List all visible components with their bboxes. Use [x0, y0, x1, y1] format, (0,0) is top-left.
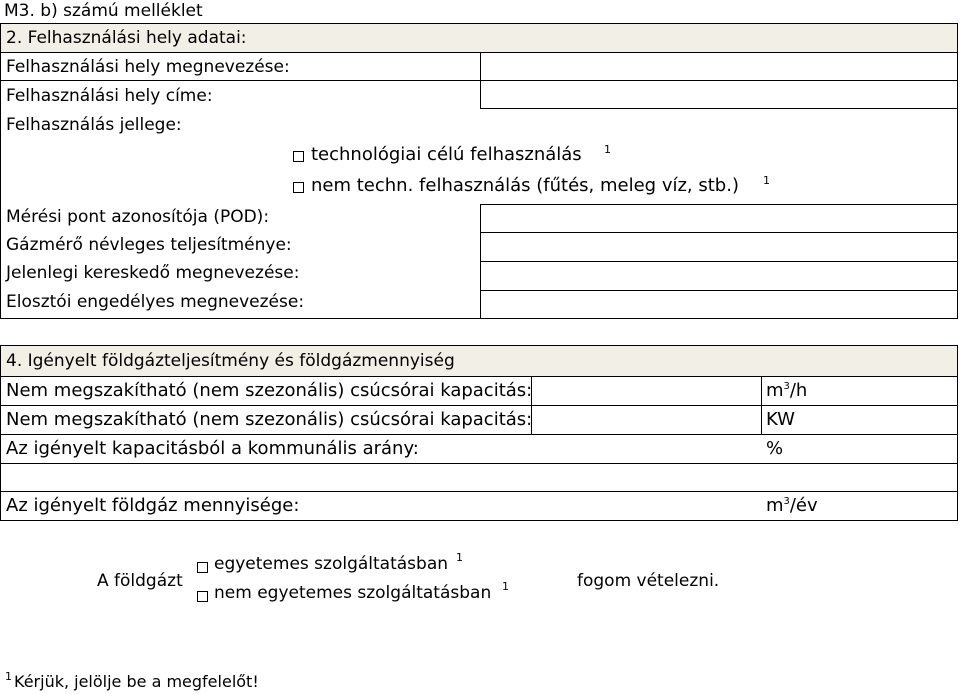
name-input[interactable] [480, 52, 958, 81]
footnote-ref: 1 [502, 580, 509, 593]
meter-capacity-input[interactable] [481, 233, 957, 261]
checkbox-universal-service[interactable] [197, 562, 208, 573]
footnote-mark: 1 [5, 670, 12, 683]
meter-capacity-label: Gázmérő névleges teljesítménye: [6, 235, 292, 255]
capacity-row-label: Nem megszakítható (nem szezonális) csúcsórai kapacitás: [6, 409, 533, 430]
option-universal-label: egyetemes szolgáltatásban [214, 554, 449, 574]
communal-ratio-input[interactable] [480, 435, 761, 463]
footnote-ref: 1 [763, 174, 770, 187]
capacity-unit-m3h: $m^3/h$ [766, 380, 808, 401]
gas-quantity-unit: $m^3/év$ [766, 495, 818, 516]
section4-header: 4. Igényelt földgázteljesítmény és földgázmennyiség [6, 351, 455, 371]
capacity-unit-kw: KW [766, 409, 795, 430]
annex-title: M3. b) számú melléklet [4, 1, 203, 21]
footnote-ref: 1 [604, 143, 611, 156]
pod-input[interactable] [481, 205, 957, 232]
communal-ratio-label: Az igényelt kapacitásból a kommunális arány: [6, 438, 419, 459]
address-input[interactable] [480, 80, 958, 109]
checkbox-non-universal-service[interactable] [197, 591, 208, 602]
usage-type-label: Felhasználás jellege: [6, 115, 182, 135]
communal-ratio-unit: % [766, 438, 784, 459]
checkbox-technological[interactable] [293, 151, 304, 162]
capacity-m3h-input[interactable] [532, 377, 761, 405]
supply-prefix: A földgázt [97, 571, 183, 591]
option-non-universal-label: nem egyetemes szolgáltatásban [214, 583, 492, 603]
supply-suffix: fogom vételezni. [577, 571, 720, 591]
option-technological-label: technológiai célú felhasználás [311, 144, 582, 165]
distributor-license-input[interactable] [481, 291, 957, 318]
checkbox-non-technological[interactable] [293, 182, 304, 193]
usage-place-name-label: Felhasználási hely megnevezése: [6, 57, 290, 77]
pod-label: Mérési pont azonosítója (POD): [6, 207, 270, 227]
distributor-license-label: Elosztói engedélyes megnevezése: [6, 292, 305, 312]
current-trader-label: Jelenlegi kereskedő megnevezése: [6, 263, 300, 283]
capacity-row-label: Nem megszakítható (nem szezonális) csúcsórai kapacitás: [6, 380, 533, 401]
gas-quantity-input[interactable] [480, 492, 761, 520]
capacity-kw-input[interactable] [532, 406, 761, 434]
gas-quantity-label: Az igényelt földgáz mennyisége: [6, 495, 300, 516]
current-trader-input[interactable] [481, 262, 957, 290]
section2-header: 2. Felhasználási hely adatai: [6, 28, 247, 48]
usage-place-address-label: Felhasználási hely címe: [6, 86, 213, 106]
footnote-ref: 1 [456, 551, 463, 564]
option-non-technological-label: nem techn. felhasználás (fűtés, meleg víz, stb.) [311, 175, 739, 196]
footnote-text: Kérjük, jelölje be a megfelelőt! [14, 672, 259, 691]
